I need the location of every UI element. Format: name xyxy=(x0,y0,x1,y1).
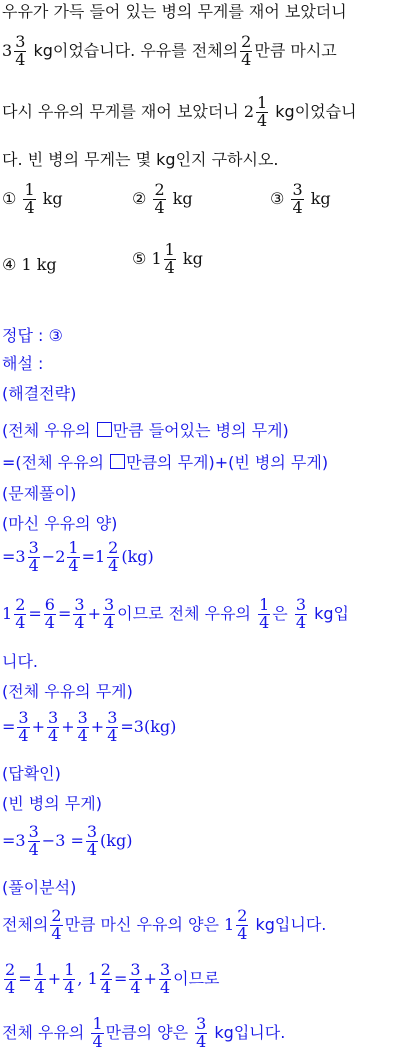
numerator: 2 xyxy=(108,538,119,557)
numerator: 3 xyxy=(48,708,59,727)
denominator: 4 xyxy=(48,725,59,745)
text-segment: + xyxy=(90,716,105,736)
denominator: 4 xyxy=(196,1031,207,1051)
numerator: 2 xyxy=(100,960,111,979)
numerator: 3 xyxy=(77,708,88,727)
fraction xyxy=(77,710,89,745)
text-segment: + xyxy=(87,603,101,623)
text-segment: 1 xyxy=(151,248,162,268)
denominator: 4 xyxy=(28,555,39,575)
text-segment: 3 xyxy=(2,40,13,60)
solution-line-12: (빈 병의 무게) xyxy=(2,794,102,813)
numerator: 6 xyxy=(44,595,55,614)
solution-line-2 xyxy=(2,422,289,439)
text-segment: 전체 우유의 xyxy=(2,1022,85,1042)
text-segment: , xyxy=(77,968,83,988)
numerator: 3 xyxy=(86,822,98,841)
denominator: 4 xyxy=(92,1031,103,1051)
text-segment: kg입니다. xyxy=(250,914,327,934)
fraction xyxy=(73,597,85,632)
fraction xyxy=(107,540,119,575)
question-line-2 xyxy=(2,34,337,69)
text-segment: 1 xyxy=(87,968,98,988)
numerator: 3 xyxy=(74,595,85,614)
fraction xyxy=(258,597,270,632)
numerator: 3 xyxy=(196,1014,207,1033)
denominator: 4 xyxy=(24,197,35,217)
fraction xyxy=(129,962,141,997)
numerator: 3 xyxy=(28,538,39,557)
text-segment: 만큼 마시고 xyxy=(254,40,337,60)
numerator: 3 xyxy=(159,960,171,979)
text-segment: = xyxy=(2,546,16,566)
denominator: 4 xyxy=(164,257,175,277)
text-segment: 3 xyxy=(15,546,26,566)
denominator: 4 xyxy=(257,110,268,130)
text-segment: ④ xyxy=(2,255,17,274)
solution-line-16 xyxy=(2,962,220,997)
numerator: 2 xyxy=(241,32,252,51)
text-segment: 이므로 xyxy=(173,968,220,988)
denominator: 4 xyxy=(15,612,26,632)
text-segment: 다시 우유의 무게를 재어 보았더니 xyxy=(2,101,239,121)
numerator: 2 xyxy=(154,180,165,199)
fraction xyxy=(153,182,165,217)
fraction xyxy=(100,962,112,997)
text-segment: = xyxy=(113,968,128,988)
numerator: 3 xyxy=(295,595,307,614)
text-segment: ⑤ xyxy=(132,248,147,268)
text-segment: = xyxy=(57,603,72,623)
text-segment: 2 xyxy=(55,546,66,566)
denominator: 4 xyxy=(295,612,307,632)
fraction xyxy=(63,962,75,997)
text-segment: kg xyxy=(182,248,203,268)
fraction xyxy=(28,540,40,575)
solution-heading-strategy: (해결전략) xyxy=(2,384,77,403)
text-segment: 만큼의 무게)+(빈 병의 무게) xyxy=(126,453,329,472)
text-segment: ② xyxy=(132,188,147,208)
text-segment: 만큼 마신 우유의 양은 xyxy=(64,914,219,934)
denominator: 4 xyxy=(28,839,39,859)
solution-line-3 xyxy=(2,454,328,471)
option-5 xyxy=(132,242,203,277)
fraction xyxy=(28,824,40,859)
box-symbol xyxy=(110,454,125,469)
fraction xyxy=(44,597,56,632)
numerator: 1 xyxy=(24,180,35,199)
denominator: 4 xyxy=(15,49,26,69)
numerator: 1 xyxy=(259,595,270,614)
denominator: 4 xyxy=(241,49,252,69)
text-segment: 만큼 들어있는 병의 무게) xyxy=(112,421,289,440)
numerator: 2 xyxy=(5,960,16,979)
denominator: 4 xyxy=(5,977,16,997)
text-segment: (전체 우유의 xyxy=(2,421,96,440)
denominator: 4 xyxy=(103,612,115,632)
numerator: 2 xyxy=(237,906,248,925)
fraction xyxy=(256,95,268,130)
denominator: 4 xyxy=(68,555,79,575)
solution-line-13 xyxy=(2,824,132,859)
fraction xyxy=(50,908,62,943)
numerator: 2 xyxy=(51,906,62,925)
numerator: 1 xyxy=(64,960,75,979)
numerator: 3 xyxy=(15,32,26,51)
denominator: 4 xyxy=(130,977,141,997)
fraction xyxy=(91,1016,103,1051)
fraction xyxy=(4,962,16,997)
numerator: 1 xyxy=(68,538,79,557)
numerator: 1 xyxy=(257,93,268,112)
numerator: 3 xyxy=(18,708,29,727)
text-segment: 이므로 전체 우유의 xyxy=(117,603,251,623)
solution-line-17 xyxy=(2,1016,285,1051)
solution-heading-analysis: (풀이분석) xyxy=(2,878,77,897)
solution-line-8: 니다. xyxy=(2,652,38,671)
option-3 xyxy=(270,182,331,217)
text-segment: (kg) xyxy=(100,830,133,850)
denominator: 4 xyxy=(51,923,62,943)
text-segment: + xyxy=(31,716,45,736)
fraction xyxy=(14,597,26,632)
text-segment: = xyxy=(18,968,32,988)
option-4 xyxy=(2,255,57,274)
fraction xyxy=(164,242,176,277)
fraction xyxy=(103,597,115,632)
denominator: 4 xyxy=(74,612,85,632)
fraction xyxy=(106,710,118,745)
text-segment: 1 xyxy=(94,546,106,566)
denominator: 4 xyxy=(77,725,88,745)
solution-heading-check: (답확인) xyxy=(2,764,61,783)
fraction xyxy=(295,597,307,632)
denominator: 4 xyxy=(86,839,98,859)
denominator: 4 xyxy=(44,612,55,632)
numerator: 3 xyxy=(28,822,39,841)
question-line-3 xyxy=(2,95,357,130)
text-segment: −3 = xyxy=(41,830,84,850)
text-segment: 1 xyxy=(224,914,235,934)
fraction xyxy=(47,710,59,745)
text-segment: 1 kg xyxy=(21,255,57,274)
text-segment: + xyxy=(61,716,75,736)
fraction xyxy=(236,908,248,943)
text-segment: kg xyxy=(172,188,193,208)
text-segment: + xyxy=(47,968,62,988)
denominator: 4 xyxy=(154,197,165,217)
denominator: 4 xyxy=(34,977,45,997)
fraction xyxy=(17,710,29,745)
denominator: 4 xyxy=(107,725,118,745)
text-segment: kg이었습니다. 우유를 전체의 xyxy=(28,40,239,60)
denominator: 4 xyxy=(108,555,119,575)
numerator: 1 xyxy=(164,240,175,259)
text-segment: = xyxy=(2,830,16,850)
text-segment: 1 xyxy=(2,603,13,623)
fraction xyxy=(159,962,171,997)
fraction xyxy=(67,540,79,575)
answer-label: 정답 : ③ xyxy=(2,326,63,345)
solution-line-15 xyxy=(2,908,326,943)
numerator: 3 xyxy=(130,960,141,979)
text-segment: kg xyxy=(42,188,63,208)
solution-line-10 xyxy=(2,710,176,745)
option-2 xyxy=(132,182,193,217)
fraction xyxy=(86,824,98,859)
numerator: 3 xyxy=(103,595,115,614)
option-1 xyxy=(2,182,63,217)
text-segment: 전체의 xyxy=(2,914,49,934)
numerator: 3 xyxy=(292,180,303,199)
question-line-1: 우유가 가득 들어 있는 병의 무게를 재어 보았더니 xyxy=(2,2,347,21)
text-segment: =3(kg) xyxy=(120,716,177,736)
question-line-4: 다. 빈 병의 무게는 몇 kg인지 구하시오. xyxy=(2,150,279,169)
text-segment: kg xyxy=(310,188,331,208)
solution-line-5: (마신 우유의 양) xyxy=(2,514,118,533)
denominator: 4 xyxy=(259,612,270,632)
explanation-label: 해설 : xyxy=(2,354,44,373)
denominator: 4 xyxy=(159,977,171,997)
text-segment: + xyxy=(143,968,157,988)
solution-line-6 xyxy=(2,540,154,575)
denominator: 4 xyxy=(237,923,248,943)
text-segment: ① xyxy=(2,188,17,208)
numerator: 2 xyxy=(15,595,26,614)
fraction xyxy=(195,1016,207,1051)
fraction xyxy=(291,182,303,217)
text-segment: kg이었습니 xyxy=(270,101,357,121)
text-segment: (kg) xyxy=(121,546,154,566)
text-segment: ③ xyxy=(270,188,285,208)
fraction xyxy=(14,34,26,69)
text-segment: = xyxy=(2,716,16,736)
denominator: 4 xyxy=(292,197,303,217)
numerator: 3 xyxy=(107,708,118,727)
text-segment: 은 xyxy=(272,603,288,623)
denominator: 4 xyxy=(18,725,29,745)
text-segment: = xyxy=(81,546,95,566)
solution-line-9: (전체 우유의 무게) xyxy=(2,682,133,701)
fraction xyxy=(240,34,252,69)
solution-line-7 xyxy=(2,597,349,632)
denominator: 4 xyxy=(100,977,111,997)
fraction xyxy=(34,962,46,997)
box-symbol xyxy=(97,422,112,437)
text-segment: = xyxy=(28,603,42,623)
numerator: 1 xyxy=(34,960,45,979)
text-segment: kg입 xyxy=(309,603,349,623)
text-segment: − xyxy=(41,546,56,566)
fraction xyxy=(23,182,35,217)
text-segment: =(전체 우유의 xyxy=(2,453,110,472)
numerator: 1 xyxy=(92,1014,103,1033)
text-segment: 3 xyxy=(15,830,26,850)
text-segment: kg입니다. xyxy=(209,1022,286,1042)
text-segment: 2 xyxy=(243,101,255,121)
text-segment: 만큼의 양은 xyxy=(105,1022,189,1042)
solution-heading-work: (문제풀이) xyxy=(2,484,77,503)
denominator: 4 xyxy=(64,977,75,997)
